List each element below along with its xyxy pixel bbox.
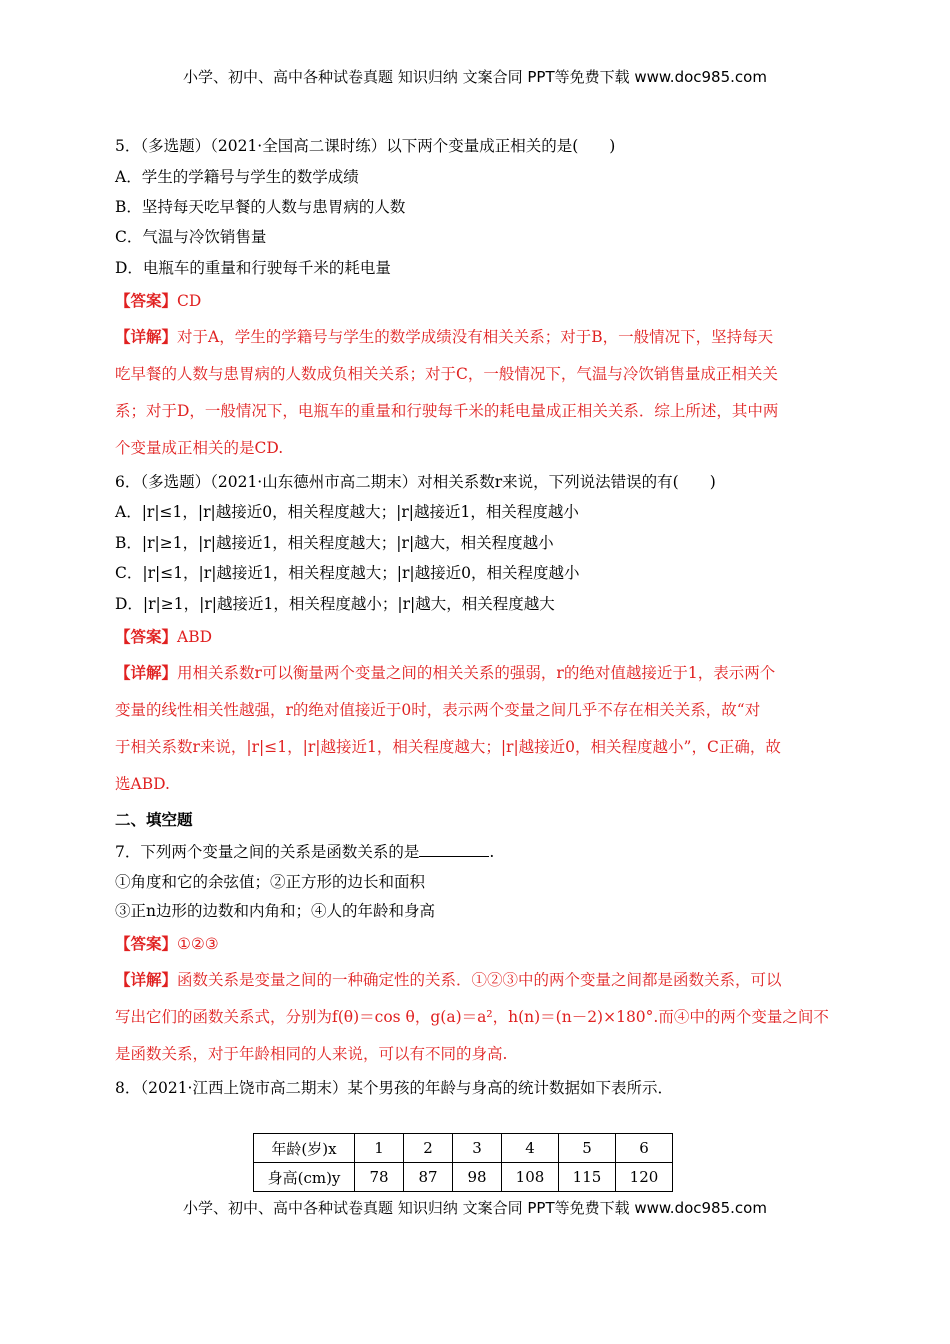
q8-stem: 8．（2021·江西上饶市高二期末）某个男孩的年龄与身高的统计数据如下表所示． — [115, 1079, 673, 1097]
table-cell: 108 — [502, 1163, 559, 1192]
q7-detail-2: 写出它们的函数关系式，分别为f(θ)＝cos θ，g(a)＝a²，h(n)＝(n－2)×180°.而④中的两个变量之间不 — [115, 1008, 829, 1026]
q6-detail-3: 于相关系数r来说，|r|≤1，|r|越接近1，相关程度越大；|r|越接近0，相关程度越小”，C正确，故 — [115, 738, 781, 756]
q7-answer — [115, 933, 219, 955]
q6-detail-1: 【详解】用相关系数r可以衡量两个变量之间的相关关系的强弱，r的绝对值越接近于1，表示两个 — [115, 663, 776, 682]
q6-detail-2: 变量的线性相关性越强，r的绝对值接近于0时，表示两个变量之间几乎不存在相关关系，故“对 — [115, 701, 761, 719]
q7-detail-3: 是函数关系，对于年龄相同的人来说，可以有不同的身高. — [115, 1045, 508, 1063]
q7-detail-1: 【详解】函数关系是变量之间的一种确定性的关系．①②③中的两个变量之间都是函数关系，可以 — [115, 970, 782, 989]
table-cell: 98 — [453, 1163, 502, 1192]
row-label-height: 身高(cm)y — [254, 1163, 355, 1192]
q5-detail-2: 吃早餐的人数与患胃病的人数成负相关关系；对于C，一般情况下，气温与冷饮销售量成正相关关 — [115, 365, 778, 383]
answer-value: CD — [177, 292, 202, 310]
q6-detail-4: 选ABD. — [115, 775, 170, 793]
q6-option-d: D．|r|≥1，|r|越接近1，相关程度越小；|r|越大，相关程度越大 — [115, 595, 555, 613]
answer-tag: 【答案】 — [115, 934, 178, 953]
age-height-table — [253, 1133, 673, 1192]
q5-detail-3: 系；对于D，一般情况下，电瓶车的重量和行驶每千米的耗电量成正相关关系．综上所述，其中两 — [115, 402, 779, 420]
table-row — [254, 1163, 673, 1192]
detail-tag: 【详解】 — [115, 970, 178, 989]
page-footer: 小学、初中、高中各种试卷真题 知识归纳 文案合同 PPT等免费下载 www.doc985.com — [183, 1199, 767, 1217]
q5-option-c: C．气温与冷饮销售量 — [115, 228, 267, 246]
table-cell: 78 — [355, 1163, 404, 1192]
q6-option-a: A．|r|≤1，|r|越接近0，相关程度越大；|r|越接近1，相关程度越小 — [115, 503, 579, 521]
table-cell: 3 — [453, 1134, 502, 1163]
table-cell: 5 — [559, 1134, 616, 1163]
q6-option-c: C．|r|≤1，|r|越接近1，相关程度越大；|r|越接近0，相关程度越小 — [115, 564, 580, 582]
table-cell: 4 — [502, 1134, 559, 1163]
q5-option-a: A．学生的学籍号与学生的数学成绩 — [115, 168, 359, 186]
page-header: 小学、初中、高中各种试卷真题 知识归纳 文案合同 PPT等免费下载 www.doc985.com — [183, 68, 767, 86]
section-title: 二、填空题 — [115, 810, 193, 829]
q7-items-2: ③正n边形的边数和内角和；④人的年龄和身高 — [115, 902, 435, 920]
answer-tag: 【答案】 — [115, 627, 178, 646]
q5-stem: 5．（多选题）（2021·全国高二课时练）以下两个变量成正相关的是( ) — [115, 137, 616, 155]
table-cell: 2 — [404, 1134, 453, 1163]
table-cell: 87 — [404, 1163, 453, 1192]
q5-answer — [115, 290, 201, 312]
q5-detail-1: 【详解】对于A，学生的学籍号与学生的数学成绩没有相关关系；对于B，一般情况下，坚持每天 — [115, 327, 774, 346]
table-cell: 115 — [559, 1163, 616, 1192]
table-cell: 1 — [355, 1134, 404, 1163]
q5-option-b: B．坚持每天吃早餐的人数与患胃病的人数 — [115, 198, 406, 216]
answer-blank — [419, 842, 489, 857]
answer-tag: 【答案】 — [115, 291, 178, 310]
q5-option-d: D．电瓶车的重量和行驶每千米的耗电量 — [115, 259, 391, 277]
table-cell: 120 — [616, 1163, 673, 1192]
q7-items-1: ①角度和它的余弦值；②正方形的边长和面积 — [115, 873, 426, 891]
q6-answer — [115, 626, 212, 648]
answer-value: ①②③ — [177, 935, 219, 953]
detail-tag: 【详解】 — [115, 663, 178, 682]
q6-stem: 6．（多选题）（2021·山东德州市高二期末）对相关系数r来说，下列说法错误的有( ) — [115, 473, 716, 491]
row-label-age: 年龄(岁)x — [254, 1134, 355, 1163]
table-cell: 6 — [616, 1134, 673, 1163]
q5-detail-4: 个变量成正相关的是CD. — [115, 439, 284, 457]
answer-value: ABD — [177, 628, 213, 646]
table-row — [254, 1134, 673, 1163]
q6-option-b: B．|r|≥1，|r|越接近1，相关程度越大；|r|越大，相关程度越小 — [115, 534, 554, 552]
q7-stem: 7．下列两个变量之间的关系是函数关系的是 . — [115, 843, 495, 861]
detail-tag: 【详解】 — [115, 327, 178, 346]
